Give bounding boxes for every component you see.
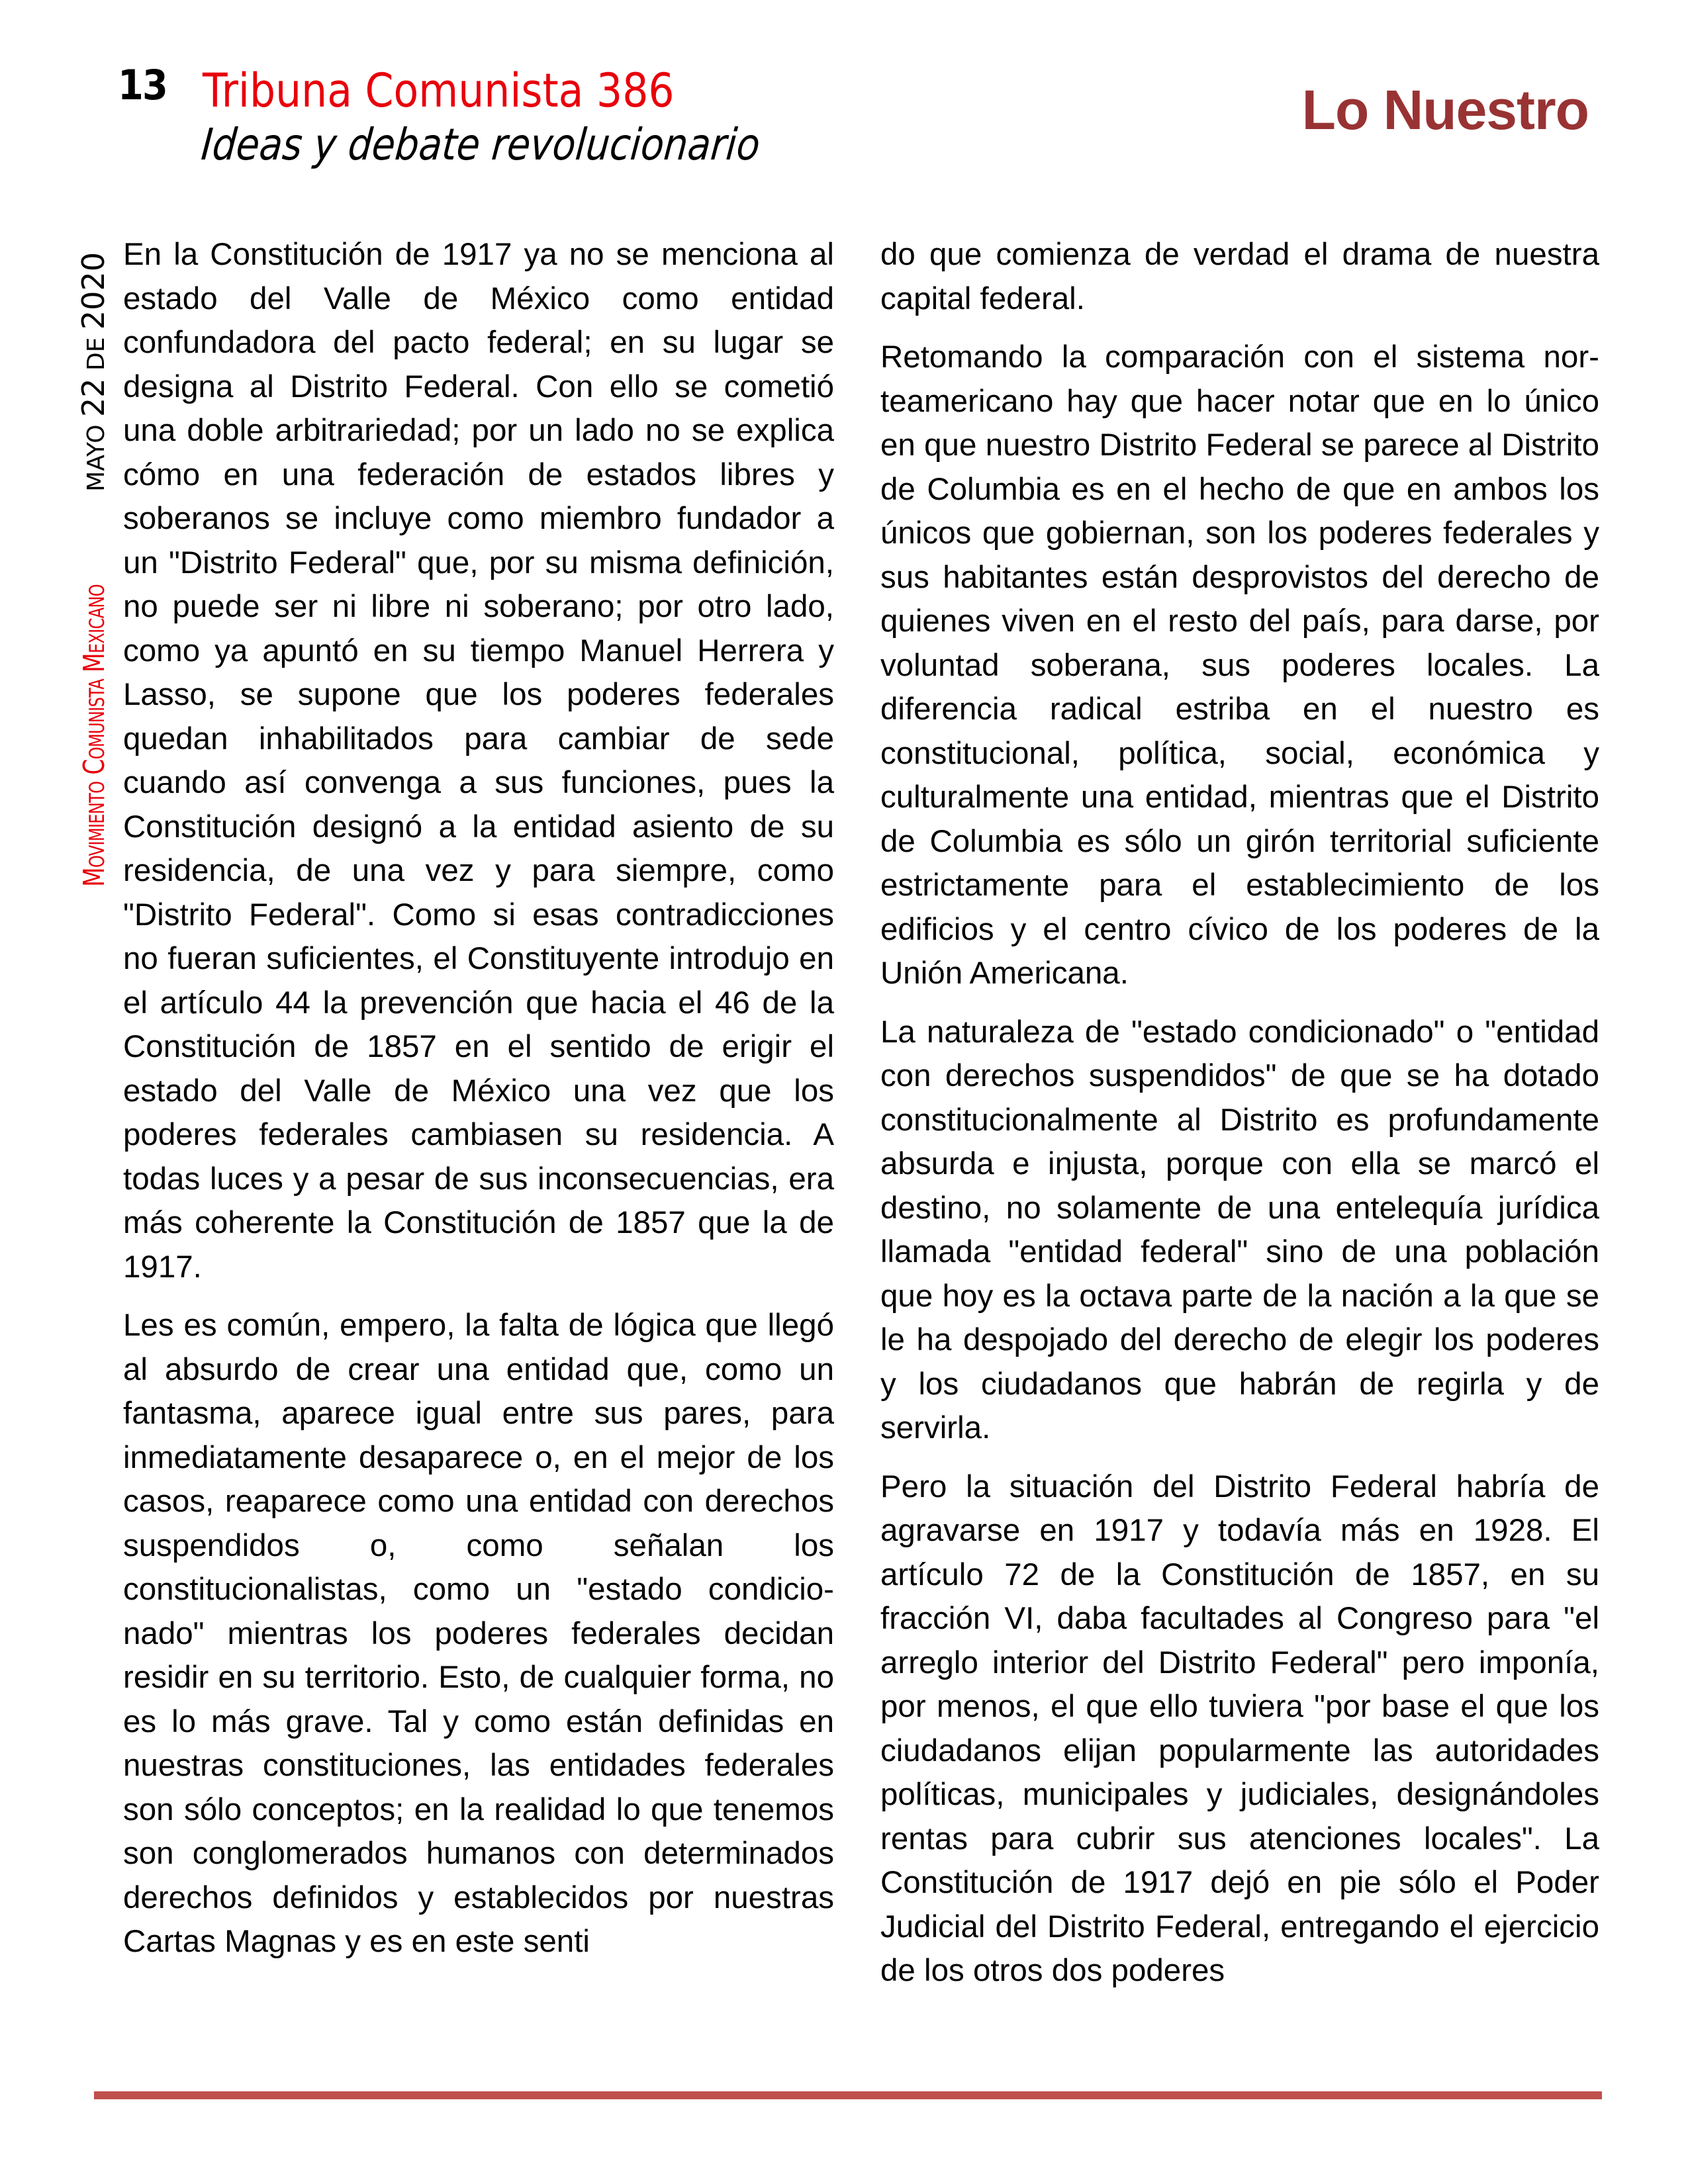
date-day: 22 xyxy=(75,378,111,418)
date-month: MAYO xyxy=(83,424,110,492)
section-title: Lo Nuestro xyxy=(1301,79,1589,141)
publication-title: Tribuna Comunista 386 xyxy=(203,64,675,118)
paragraph: Les es común, empero, la falta de lógica que llegó al absurdo de crear una entidad que, como un fantasma, aparece igual entre sus pares, para inmediatamente desaparece o, en el mejor de los casos, reaparece como una entidad con derechos suspendidos o, como señalan los constitucionalistas, como un "estado condicionado" mientras los poderes federales decidan residir en su territorio. Esto, de cualquier forma, no es lo más grave. Tal y como están definidas en nuestras constituciones, las entidades federales son sólo conceptos; en la realidad lo que tenemos son conglomerados humanos con determinados derechos definidos y establecidos por nuestras Cartas Magnas y es en este senti xyxy=(123,1308,834,1959)
date-de: DE xyxy=(83,337,110,371)
date-year: 2020 xyxy=(75,252,111,330)
page-number: 13 xyxy=(118,61,167,109)
paragraph: Pero la situación del Distrito Federal habría de agravarse en 1917 y todavía más en 1928. El artículo 72 de la Constitución de 1857, en su fracción VI, daba facultades al Congreso para "el arreglo interior del Distrito Federal" pero imponía, por menos, el que ello tuviera "por base el que los ciudadanos elijan popularmente las autoridades políticas, municipales y judiciales, designándoles rentas para cubrir sus atenciones locales". La Constitución de 1917 dejó en pie sólo el Poder Judicial del Distrito Federal, entregando el ejercicio de los otros dos poderes xyxy=(880,1469,1599,1988)
paragraph: En la Constitución de 1917 ya no se menciona al estado del Valle de México como entidad confundadora del pacto federal; en su lugar se designa al Distrito Federal. Con ello se cometió una doble arbitrariedad; por un lado no se explica cómo en una federación de estados libres y soberanos se incluye como miembro fundador a un "Distrito Federal" que, por su misma definición, no puede ser ni libre ni soberano; por otro lado, como ya apuntó en su tiempo Manuel Herrera y Lasso, se supone que los poderes federales quedan inhabilitados para cambiar de sede cuando así convenga a sus funciones, pues la Constitución designó a la entidad asiento de su residencia, de una vez y para siempre, como "Distrito Federal". Como si esas contradicciones no fueran suficientes, el Constituyente introdujo en el artículo 44 la prevención que hacia el 46 de la Constitución de 1857 en el sentido de erigir el estado del Valle de México una vez que los poderes federales cambiasen su residencia. A todas luces y a pesar de sus inconsecuencias, era más coherente la Constitución de 1857 que la de 1917. xyxy=(123,237,834,1285)
article-right-column xyxy=(880,233,1599,2008)
paragraph: Retomando la comparación con el sistema norteamericano hay que hacer notar que en lo único en que nuestro Distrito Federal se parece al Distrito de Columbia es en el hecho de que en ambos los únicos que gobiernan, son los poderes federales y sus habitantes están desprovistos del derecho de quienes viven en el resto del país, para darse, por voluntad soberana, sus poderes locales. La diferencia radical estriba en el nuestro es constitucional, política, social, económica y culturalmente una entidad, mientras que el Distrito de Columbia es sólo un girón territorial suficiente estrictamente para el establecimiento de los edificios y el centro cívico de los poderes de la Unión Americana. xyxy=(880,340,1599,991)
side-banner xyxy=(75,252,111,887)
paragraph: La naturaleza de "estado condicionado" o "entidad con derechos suspendidos" de que se ha dotado constitucionalmente al Distrito es profundamente absurda e injusta, porque con ella se marcó el destino, no solamente de una entelequía jurídica llamada "entidad federal" sino de una población que hoy es la octava parte de la nación a la que se le ha despojado del derecho de elegir los poderes y los ciudadanos que habrán de regirla y de servirla. xyxy=(880,1014,1599,1445)
article-left-column xyxy=(123,233,834,1979)
issue-date xyxy=(75,252,111,492)
footer-divider xyxy=(94,2091,1602,2099)
publication-subtitle: Ideas y debate revolucionario xyxy=(199,119,763,170)
organization-name: Movimiento Comunista Mexicano xyxy=(77,584,111,887)
paragraph: do que comienza de verdad el drama de nuestra capital federal. xyxy=(880,237,1599,316)
